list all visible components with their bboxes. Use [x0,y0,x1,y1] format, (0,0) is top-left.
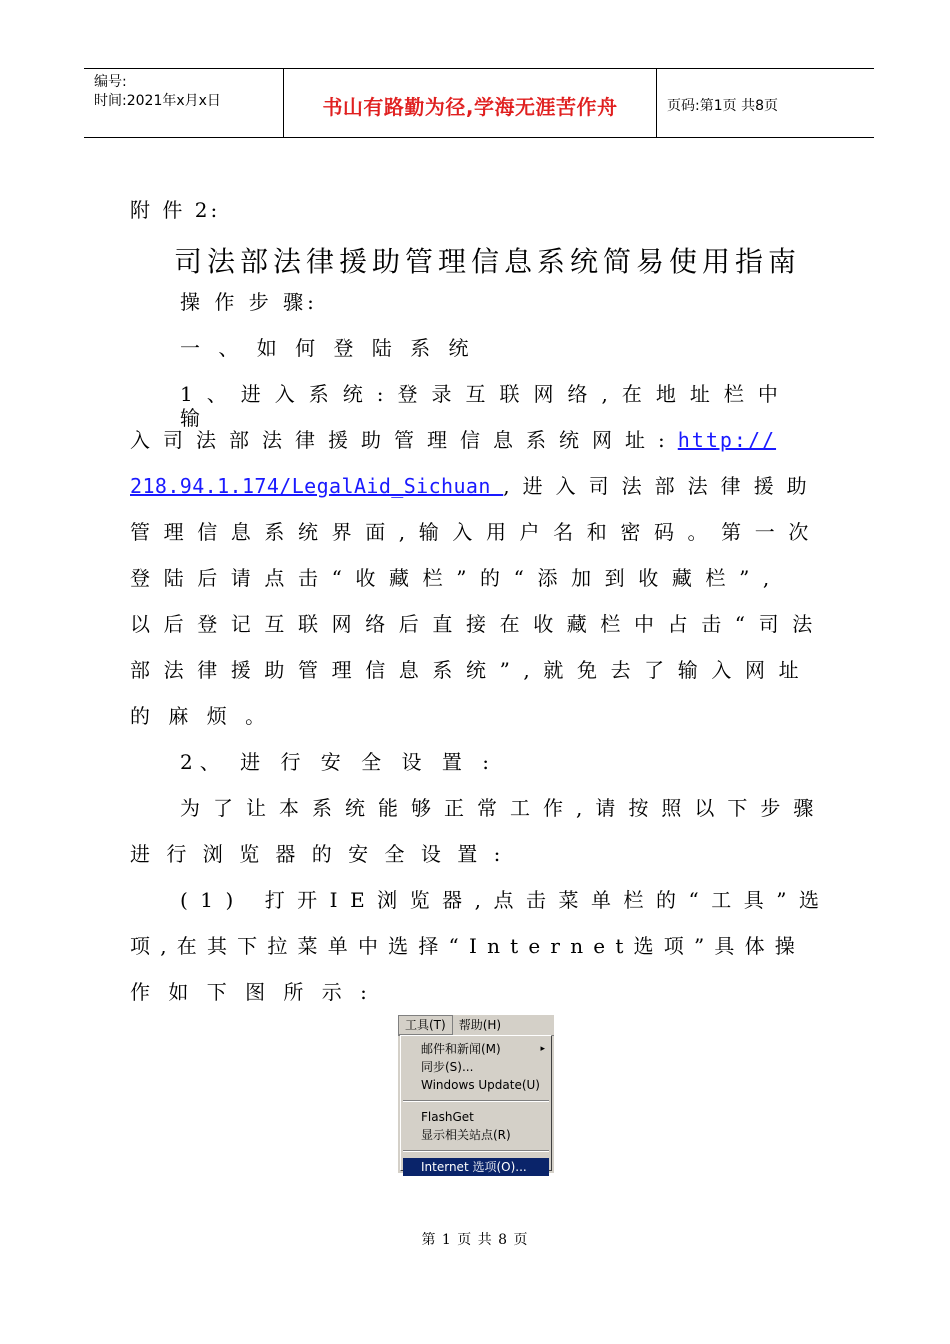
page-footer: 第 1 页 共 8 页 [421,1232,529,1248]
menu-tools[interactable]: 工具(T) [398,1015,453,1035]
para-1-line-7: 部法律援助管理信息系统”,就免去了输入网址 [130,658,813,682]
header-motto: 书山有路勤为径,学海无涯苦作舟 [284,69,657,137]
menu-item-sync[interactable]: 同步(S)... [421,1060,474,1074]
menu-item-related-sites[interactable]: 显示相关站点(R) [421,1128,511,1142]
menu-separator [403,1150,549,1152]
header-meta [84,69,284,137]
para-1-line-2 [130,428,776,452]
para-1-line-1-text: 1、进入系统:登录互联网络,在地址栏中输 [180,382,792,430]
para-2-line-1: 为了让本系统能够正常工作,请按照以下步骤 [180,796,827,820]
tools-dropdown [400,1035,552,1174]
menu-help[interactable]: 帮助(H) [458,1018,502,1032]
page-header [84,68,874,138]
para-1-line-8: 的 麻 烦 。 [130,704,272,728]
menu-item-windows-update[interactable]: Windows Update(U) [421,1078,540,1092]
para-3-line-1: (1) 打开IE浏览器,点击菜单栏的“工具”选 [180,888,832,912]
number-label: 编号: [94,74,127,90]
section-2-heading: 2、 进 行 安 全 设 置 : [180,750,496,774]
ie-menubar [398,1015,554,1036]
document-title: 司法部法律援助管理信息系统简易使用指南 [174,245,802,278]
para-1-line-4: 管理信息系统界面,输入用户名和密码。第一次 [130,520,822,544]
para-1-line-6: 以后登记互联网络后直接在收藏栏中占击“司法 [130,612,826,636]
section-1-heading: 一 、 如 何 登 陆 系 统 [180,336,475,360]
menu-item-mail-news-label: 邮件和新闻(M) [421,1042,501,1056]
submenu-arrow-icon: ▸ [540,1044,545,1054]
para-2-line-2: 进 行 浏 览 器 的 安 全 设 置 : [130,842,506,866]
para-1-line-5: 登陆后请点击“收藏栏”的“添加到收藏栏”, [130,566,783,590]
attachment-label: 附 件 2: [130,198,221,222]
para-1-line-3 [130,474,820,498]
time-label: 时间:2021年x月x日 [94,93,221,109]
para-1-line-1 [180,382,820,430]
menu-item-flashget[interactable]: FlashGet [421,1110,474,1124]
menu-item-internet-options[interactable]: Internet 选项(O)... [403,1158,549,1176]
system-url-link-part2[interactable]: 218.94.1.174/LegalAid_Sichuan [130,474,504,498]
ie-tools-menu-screenshot [398,1015,554,1173]
para-1-line-3-text: ,进入司法部法律援助 [503,474,820,498]
para-3-line-2: 项,在其下拉菜单中选择“Internet选项”具体操 [130,934,805,958]
steps-heading: 操 作 步 骤: [180,290,318,314]
header-page-number: 页码:第1页 共8页 [667,98,778,114]
para-3-line-3: 作 如 下 图 所 示 : [130,980,373,1004]
menu-item-mail-news[interactable] [401,1040,551,1058]
system-url-link-part1[interactable]: http:// [677,428,777,452]
para-1-line-2-text: 入司法部法律援助管理信息系统网址: [130,428,678,452]
menu-separator [403,1100,549,1102]
